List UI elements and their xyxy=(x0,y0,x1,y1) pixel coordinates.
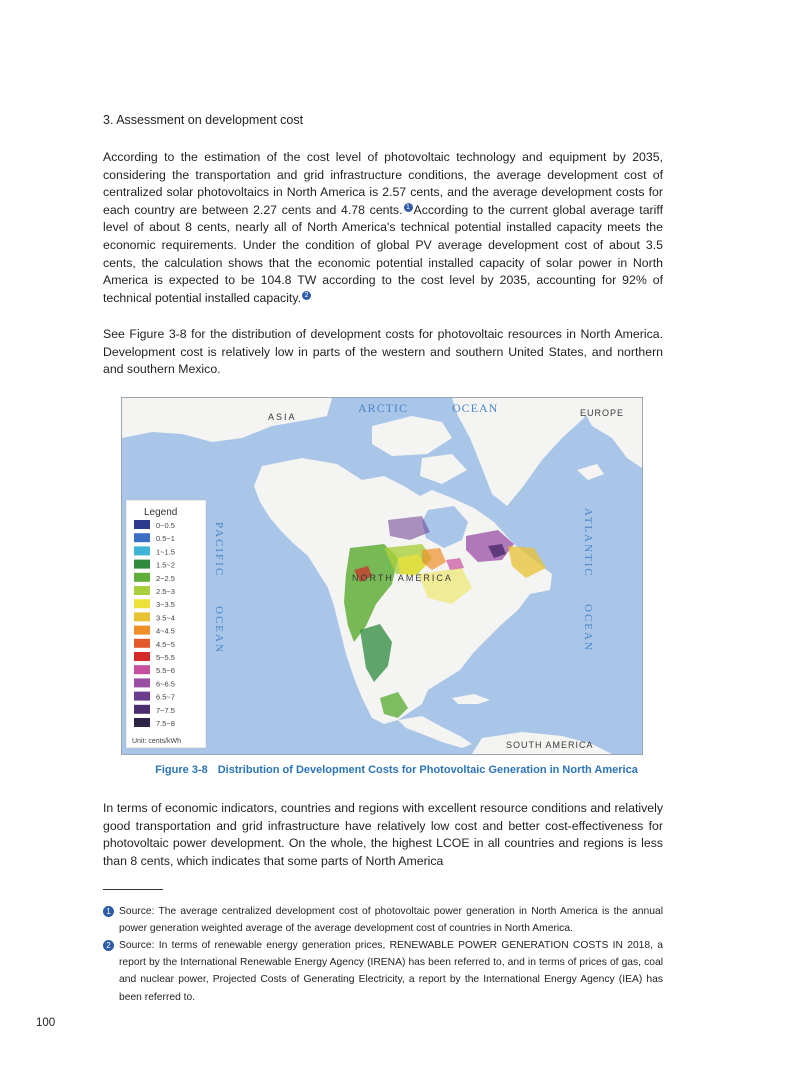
legend-label: 5.5~6 xyxy=(156,666,175,676)
footnote-ref-2[interactable]: 2 xyxy=(302,291,311,300)
legend-swatch xyxy=(134,573,150,582)
label-atlantic-ocean: OCEAN xyxy=(582,604,594,652)
legend-label: 2.5~3 xyxy=(156,587,175,596)
legend-label: 2~2.5 xyxy=(156,573,175,583)
legend-label: 0~0.5 xyxy=(156,521,175,530)
paragraph-figure-reference: See Figure 3-8 for the distribution of development costs for photovoltaic resources in North America. Development cost is relatively low in parts of the western and southern United States, and northern and southern Mexico. xyxy=(103,327,663,377)
legend-label: 0.5~1 xyxy=(156,534,175,544)
legend-label: 6~6.5 xyxy=(156,679,175,689)
legend-swatch xyxy=(134,560,150,569)
footnote-2 xyxy=(103,937,663,1006)
label-asia: ASIA xyxy=(268,412,297,422)
legend-label: 3~3.5 xyxy=(156,600,175,610)
legend-swatch xyxy=(134,520,150,529)
legend-swatch xyxy=(134,626,150,635)
label-europe: EUROPE xyxy=(580,408,625,418)
legend-swatch xyxy=(134,678,150,687)
legend-label: 7.5~8 xyxy=(156,719,175,728)
label-pacific: PACIFIC xyxy=(213,522,225,578)
label-north-america: NORTH AMERICA xyxy=(352,573,453,583)
page-number: 100 xyxy=(36,1017,56,1029)
paragraph-cost-estimation xyxy=(103,149,663,307)
label-south-america: SOUTH AMERICA xyxy=(506,740,594,750)
legend-label: 5~5.5 xyxy=(156,653,175,662)
legend-label: 6.5~7 xyxy=(156,692,175,702)
legend-swatch xyxy=(134,612,150,621)
legend-swatch xyxy=(134,599,150,608)
legend-label: 4.5~5 xyxy=(156,639,175,649)
legend-label: 7~7.5 xyxy=(156,705,175,715)
legend-unit: Unit: cents/kWh xyxy=(132,738,182,745)
legend-title: Legend xyxy=(144,507,178,518)
section-heading: 3. Assessment on development cost xyxy=(103,113,304,127)
footnote-1-mark: 1 xyxy=(103,906,114,917)
legend-swatch xyxy=(134,586,150,595)
footnote-2-text: Source: In terms of renewable energy generation prices, RENEWABLE POWER GENERATION COSTS IN 2018, a report by the International Renewable Energy Agency (IRENA) has been referred to, and in terms of prices of gas, coal and nuclear power, Projected Costs of Generating Electricity, a report by the International Energy Agency (IEA) has been referred to. xyxy=(119,940,663,1003)
legend-swatch xyxy=(134,546,150,555)
figure-title: Distribution of Development Costs for Photovoltaic Generation in North America xyxy=(217,764,638,776)
paragraph-cost-estimation-part1: According to the estimation of the cost level of photovoltaic technology and equipment by 2035, considering the transportation and grid infrastructure conditions, the average development cost of centralized solar photovoltaics in North America is 2.57 cents, and the average development costs for each country are between 2.27 cents and 4.78 cents. xyxy=(103,150,663,217)
north-america-cost-map xyxy=(121,397,643,755)
legend-label: 3.5~4 xyxy=(156,613,175,623)
label-pacific-ocean: OCEAN xyxy=(213,606,225,654)
label-arctic: ARCTIC xyxy=(358,401,409,415)
label-atlantic: ATLANTIC xyxy=(582,508,594,578)
legend-swatch xyxy=(134,718,150,727)
footnote-1-text: Source: The average centralized development cost of photovoltaic power generation in North America is the annual power generation weighted average of the average development cost of countries in North America. xyxy=(119,906,663,935)
footnote-2-mark: 2 xyxy=(103,940,114,951)
paragraph-economic-indicators: In terms of economic indicators, countries and regions with excellent resource conditions and relatively good transportation and grid infrastructure have relatively low cost and better cost-effectiveness for photovoltaic power development. On the whole, the highest LCOE in all countries and regions is less than 8 cents, which indicates that some parts of North America xyxy=(103,801,663,868)
label-arctic-ocean: OCEAN xyxy=(452,401,499,415)
legend-label: 4~4.5 xyxy=(156,626,175,636)
legend-swatch xyxy=(134,692,150,701)
legend-label: 1~1.5 xyxy=(156,547,175,557)
legend-swatch xyxy=(134,652,150,661)
legend-swatch xyxy=(134,705,150,714)
figure-caption xyxy=(0,764,793,776)
legend-swatch xyxy=(134,533,150,542)
legend-swatch xyxy=(134,639,150,648)
map-legend xyxy=(126,500,206,748)
footnote-1 xyxy=(103,903,663,937)
paragraph-cost-estimation-part2: According to the current global average tariff level of about 8 cents, nearly all of North America's technical potential installed capacity meets the economic requirements. Under the condition of global PV average development cost of about 3.5 cents, the calculation shows that the economic potential installed capacity of solar power in North America is expected to be 104.8 TW according to the cost level by 2035, accounting for 92% of technical potential installed capacity. xyxy=(103,202,663,305)
footnote-ref-1[interactable]: 1 xyxy=(404,203,413,212)
legend-label: 1.5~2 xyxy=(156,560,175,570)
legend-swatch xyxy=(134,665,150,674)
figure-number: Figure 3-8 xyxy=(155,764,208,776)
footnote-divider xyxy=(103,889,163,890)
